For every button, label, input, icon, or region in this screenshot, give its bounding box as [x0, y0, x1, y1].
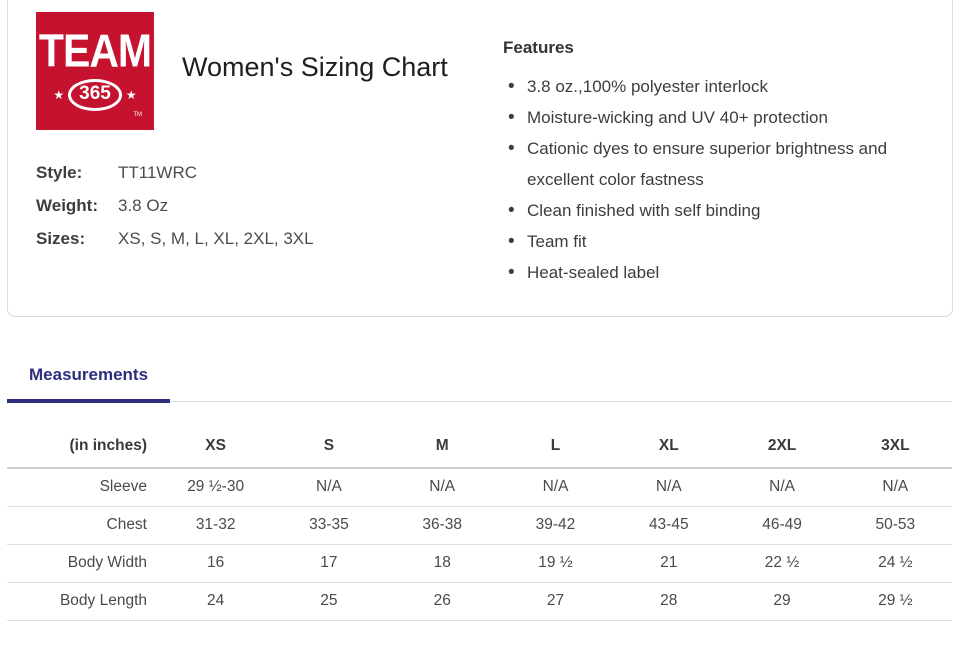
- feature-item: • 3.8 oz.,100% polyester interlock: [503, 71, 934, 102]
- measurement-cell: 29 ½-30: [159, 468, 272, 507]
- size-column-header: XS: [159, 424, 272, 468]
- spec-row: [36, 189, 468, 222]
- feature-item: • Team fit: [503, 226, 934, 257]
- team365-logo: [36, 12, 154, 130]
- table-row: [7, 583, 952, 621]
- table-row: [7, 468, 952, 507]
- measurements-table: [7, 424, 952, 621]
- size-column-header: 3XL: [839, 424, 952, 468]
- measurement-cell: 31-32: [159, 507, 272, 545]
- logo-number-oval: 365: [68, 79, 122, 111]
- measurement-cell: 18: [386, 545, 499, 583]
- feature-item: • Heat-sealed label: [503, 257, 934, 288]
- measurement-cell: N/A: [272, 468, 385, 507]
- measurements-table-section: [7, 424, 952, 621]
- measurement-cell: N/A: [499, 468, 612, 507]
- measurement-cell: 24 ½: [839, 545, 952, 583]
- spec-row: [36, 222, 468, 255]
- measurement-cell: 39-42: [499, 507, 612, 545]
- table-row: [7, 545, 952, 583]
- spec-row: [36, 156, 468, 189]
- row-label: Sleeve: [7, 468, 159, 507]
- spec-value: TT11WRC: [118, 163, 198, 182]
- measurement-cell: 43-45: [612, 507, 725, 545]
- star-icon-right: ★: [125, 87, 137, 102]
- product-summary: [36, 12, 468, 316]
- measurement-cell: N/A: [725, 468, 838, 507]
- features-section: [468, 12, 934, 316]
- measurement-cell: 21: [612, 545, 725, 583]
- spec-label: Weight:: [36, 196, 99, 215]
- measurement-cell: 27: [499, 583, 612, 621]
- table-header-row: [7, 424, 952, 468]
- tabs-bar: [7, 355, 952, 402]
- measurement-cell: N/A: [386, 468, 499, 507]
- measurement-cell: N/A: [839, 468, 952, 507]
- product-info-card: [7, 0, 953, 317]
- measurement-cell: 25: [272, 583, 385, 621]
- measurement-cell: 28: [612, 583, 725, 621]
- size-column-header: L: [499, 424, 612, 468]
- features-list: [503, 71, 934, 288]
- star-icon-left: ★: [53, 87, 65, 102]
- feature-item: • Cationic dyes to ensure superior brightness and excellent color fastness: [503, 133, 934, 195]
- page-title: Women's Sizing Chart: [182, 51, 448, 82]
- size-column-header: XL: [612, 424, 725, 468]
- feature-item: • Moisture-wicking and UV 40+ protection: [503, 102, 934, 133]
- spec-label: Sizes:: [36, 229, 86, 248]
- measurement-cell: 22 ½: [725, 545, 838, 583]
- row-label: Chest: [7, 507, 159, 545]
- measurement-cell: 33-35: [272, 507, 385, 545]
- row-label: Body Width: [7, 545, 159, 583]
- feature-item: • Clean finished with self binding: [503, 195, 934, 226]
- table-row: [7, 507, 952, 545]
- brand-row: [36, 12, 468, 130]
- measurement-cell: 50-53: [839, 507, 952, 545]
- features-heading: Features: [503, 38, 574, 57]
- tab-measurements[interactable]: Measurements: [7, 355, 170, 403]
- size-column-header: S: [272, 424, 385, 468]
- size-column-header: 2XL: [725, 424, 838, 468]
- logo-badge: [53, 79, 136, 111]
- measurement-cell: 29: [725, 583, 838, 621]
- unit-header: (in inches): [7, 424, 159, 468]
- product-specs: [36, 156, 468, 255]
- spec-value: XS, S, M, L, XL, 2XL, 3XL: [118, 229, 314, 248]
- measurement-cell: 17: [272, 545, 385, 583]
- measurement-cell: 19 ½: [499, 545, 612, 583]
- size-column-header: M: [386, 424, 499, 468]
- measurement-cell: 29 ½: [839, 583, 952, 621]
- row-label: Body Length: [7, 583, 159, 621]
- measurement-cell: N/A: [612, 468, 725, 507]
- measurement-cell: 46-49: [725, 507, 838, 545]
- measurement-cell: 16: [159, 545, 272, 583]
- logo-team-text: TEAM: [38, 25, 152, 77]
- spec-label: Style:: [36, 163, 83, 182]
- measurement-cell: 26: [386, 583, 499, 621]
- measurement-cell: 36-38: [386, 507, 499, 545]
- measurement-cell: 24: [159, 583, 272, 621]
- spec-value: 3.8 Oz: [118, 196, 169, 215]
- trademark-text: TM: [133, 112, 142, 118]
